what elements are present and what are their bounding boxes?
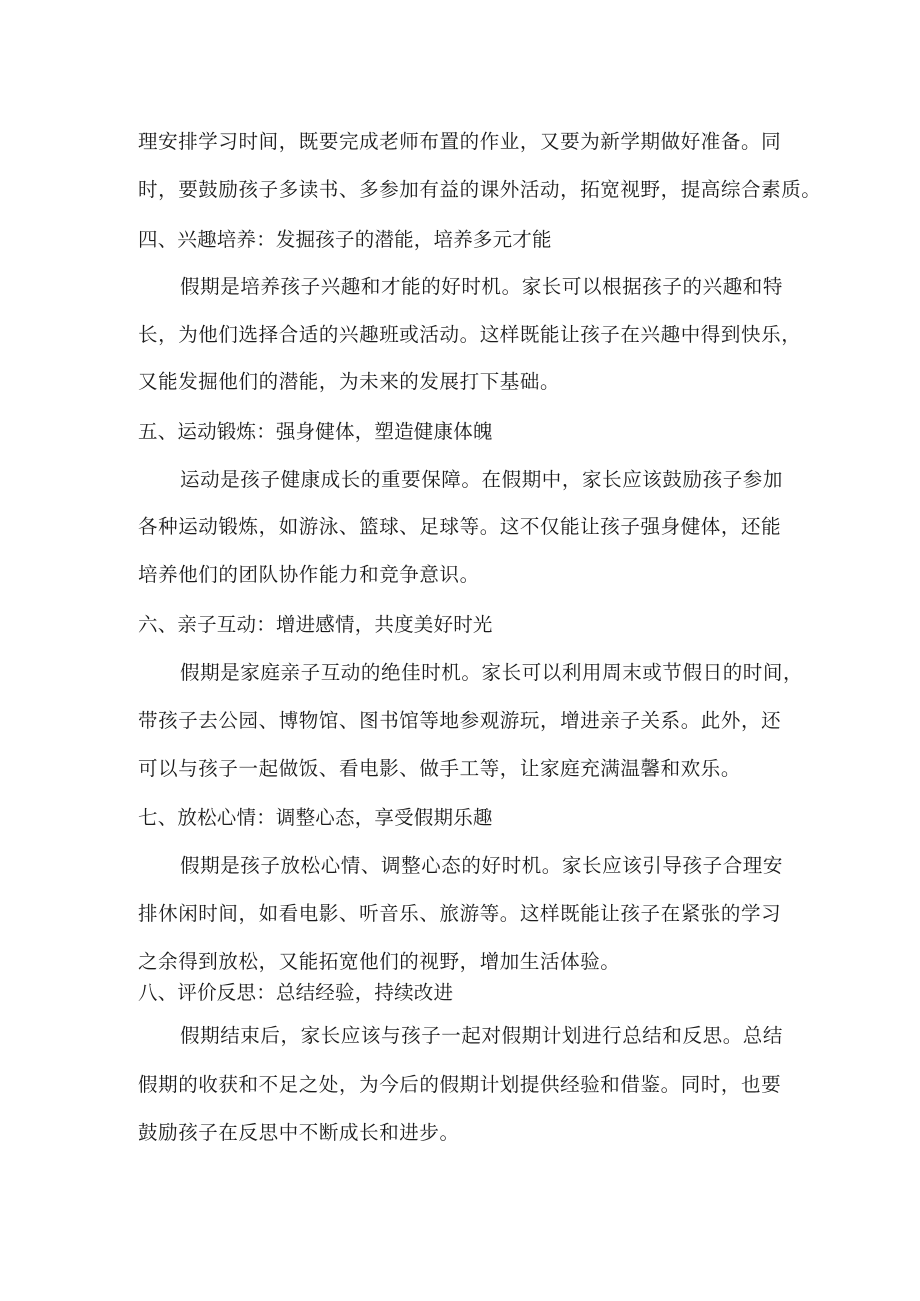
paragraph-line: 运动是孩子健康成长的重要保障。在假期中，家长应该鼓励孩子参加: [180, 468, 784, 491]
paragraph-line: 培养他们的团队协作能力和竞争意识。: [138, 563, 480, 586]
paragraph-line: 之余得到放松，又能拓宽他们的视野，增加生活体验。: [138, 950, 621, 973]
paragraph-line: 假期是家庭亲子互动的绝佳时机。家长可以利用周末或节假日的时间，: [180, 661, 804, 684]
paragraph-line: 假期是孩子放松心情、调整心态的好时机。家长应该引导孩子合理安: [180, 854, 784, 877]
paragraph-line: 可以与孩子一起做饭、看电影、做手工等，让家庭充满温馨和欢乐。: [138, 757, 742, 780]
section-heading-7: 七、放松心情：调整心态，享受假期乐趣: [138, 806, 493, 829]
paragraph-line: 带孩子去公园、博物馆、图书馆等地参观游玩，增进亲子关系。此外，还: [138, 709, 782, 732]
paragraph-line: 鼓励孩子在反思中不断成长和进步。: [138, 1121, 460, 1144]
paragraph-line: 假期结束后，家长应该与孩子一起对假期计划进行总结和反思。总结: [180, 1024, 784, 1047]
paragraph-line: 假期是培养孩子兴趣和才能的好时机。家长可以根据孩子的兴趣和特: [180, 275, 784, 298]
paragraph-line: 理安排学习时间，既要完成老师布置的作业，又要为新学期做好准备。同: [138, 130, 782, 153]
paragraph-line: 又能发掘他们的潜能，为未来的发展打下基础。: [138, 370, 561, 393]
section-heading-6: 六、亲子互动：增进感情，共度美好时光: [138, 613, 493, 636]
paragraph-line: 假期的收获和不足之处，为今后的假期计划提供经验和借鉴。同时，也要: [138, 1073, 782, 1096]
paragraph-line: 时，要鼓励孩子多读书、多参加有益的课外活动，拓宽视野，提高综合素质。: [138, 178, 822, 201]
paragraph-line: 各种运动锻炼，如游泳、篮球、足球等。这不仅能让孩子强身健体，还能: [138, 515, 782, 538]
section-heading-5: 五、运动锻炼：强身健体，塑造健康体魄: [138, 420, 493, 443]
paragraph-line: 排休闲时间，如看电影、听音乐、旅游等。这样既能让孩子在紧张的学习: [138, 902, 782, 925]
paragraph-line: 长，为他们选择合适的兴趣班或活动。这样既能让孩子在兴趣中得到快乐，: [138, 323, 802, 346]
section-heading-8: 八、评价反思：总结经验，持续改进: [138, 981, 454, 1004]
section-heading-4: 四、兴趣培养：发掘孩子的潜能，培养多元才能: [138, 228, 552, 251]
